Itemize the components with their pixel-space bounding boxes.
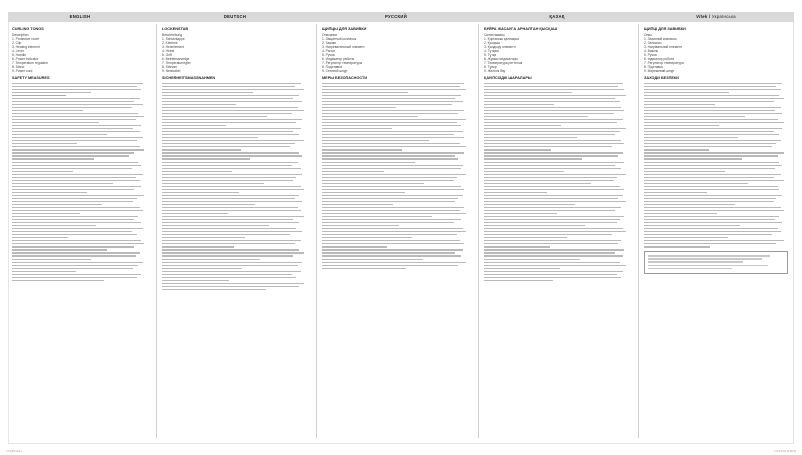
parts-list-item: 3. Heizelement [162,45,184,50]
column-divider [638,24,639,438]
parts-list-item: 3. Нагрівальний елемент [644,45,683,50]
description-label: Опис [644,33,652,38]
section-title: ЩИПЦІ ДЛЯ ЗАВИВКИ [644,27,686,31]
brand-logo-text: Vitek [696,14,708,19]
parts-list-item: 8. Stand [12,65,25,70]
parts-list-item: 4. Важіль [644,49,659,54]
parts-list-item: 4. Hebel [162,49,175,54]
parts-list-item: 8. Підставка [644,65,663,70]
parts-list-item: 6. Power indicator [12,57,39,62]
section-title: МЕРЫ БЕЗОПАСНОСТИ [322,76,368,81]
parts-list-item: 7. Temperaturregler [162,61,191,66]
column-russian [320,12,472,442]
section-title: ЗАХОДИ БЕЗПЕКИ [644,76,679,81]
parts-list-item: 1. Protective cover [12,37,40,42]
column-divider [478,24,479,438]
description-label: Описание [322,33,338,38]
text-lines [162,83,308,290]
parts-list-item: 4. Рычаг [322,49,335,54]
column-ukrainian [642,12,790,442]
parts-list-item: 5. Griff [162,53,172,58]
parts-list-item: 4. Тұтқаш [484,49,499,54]
column-divider [316,24,317,438]
description-label: Сипаттамасы [484,33,505,38]
parts-list-item: 2. Klemme [162,41,178,46]
parts-list-item: 2. Зажим [322,41,336,46]
parts-list-item: 9. Netzkabel [162,69,181,74]
parts-list-item: 6. Індикатор роботи [644,57,675,62]
parts-list-item: 3. Қыздыру элементі [484,45,516,50]
parts-list-item: 9. Мережевий шнур [644,69,675,74]
parts-list-item: 2. Clip [12,41,22,46]
text-lines [12,83,148,281]
column-heading: Vitek / Українська [696,14,736,19]
parts-list-item: 6. Индикатор работы [322,57,355,62]
parts-list-item: 5. Ручка [644,53,657,58]
parts-list-item: 1. Schutzkappe [162,37,185,42]
column-english [10,12,150,442]
parts-list-item: 1. Захисний ковпачок [644,37,677,42]
text-lines [484,83,630,281]
column-heading: ҚАЗАҚ [549,14,565,19]
parts-list-item: 9. Power cord [12,69,33,74]
company-info-box [644,251,788,274]
parts-list-item: 5. Тұтқа [484,53,497,58]
section-title: CURLING TONGS [12,27,44,31]
parts-list-item: 2. Қысқыш [484,41,501,46]
parts-list-item: 6. Жұмыс индикаторы [484,57,518,62]
parts-list-item: 8. Подставка [322,65,342,70]
text-lines [644,83,788,248]
file-label: VT-2384.indd 1 [6,450,23,453]
section-title: БҰЙРА ЖАСАУҒА АРНАЛҒАН ҚЫСҚАШ [484,27,558,31]
column-divider [156,24,157,438]
section-title: ЩИПЦЫ ДЛЯ ЗАВИВКИ [322,27,367,31]
parts-list-item: 8. Тұғыр [484,65,497,70]
parts-list-item: 7. Temperature regulator [12,61,49,66]
language-name: Українська [711,14,736,19]
column-heading: РУССКИЙ [384,14,408,19]
parts-list-item: 5. Ручка [322,53,335,58]
parts-list-item: 9. Желілік бау [484,69,506,74]
column-kazakh [482,12,632,442]
parts-list-item: 7. Регулятор температуры [322,61,363,66]
column-deutsch [160,12,310,442]
print-timestamp: 14.01.2014 10:38:49 [774,450,796,453]
description-label: Beschreibung [162,33,183,38]
parts-list-item: 8. Ständer [162,65,178,70]
parts-list-item: 3. Нагревательный элемент [322,45,365,50]
parts-list-item: 2. Затискач [644,41,662,46]
section-title: ҚАУІПСІЗДІК ШАРАЛАРЫ [484,76,532,81]
print-footer [0,450,802,453]
column-heading: ENGLISH [69,14,91,19]
parts-list-item: 5. Handle [12,53,27,58]
parts-list-item: 1. Защитный колпачок [322,37,357,42]
section-title: SAFETY MEASURES [12,76,50,81]
section-title: SICHERHEITSMASSNAHMEN [162,76,216,81]
parts-list-item: 7. Регулятор температури [644,61,684,66]
parts-list-item: 7. Температура реттегіші [484,61,523,66]
parts-list-item: 3. Heating element [12,45,40,50]
parts-list-item: 9. Сетевой шнур [322,69,348,74]
section-title: LOCKENSTAB [162,27,189,31]
parts-list-item: 6. Betriebsanzeige [162,57,190,62]
parts-list-item: 4. Lever [12,49,24,54]
text-lines [322,83,470,269]
parts-list-item: 1. Қорғаныш қалпақша [484,37,519,42]
description-label: Description [12,33,29,38]
column-heading: DEUTSCH [223,14,247,19]
